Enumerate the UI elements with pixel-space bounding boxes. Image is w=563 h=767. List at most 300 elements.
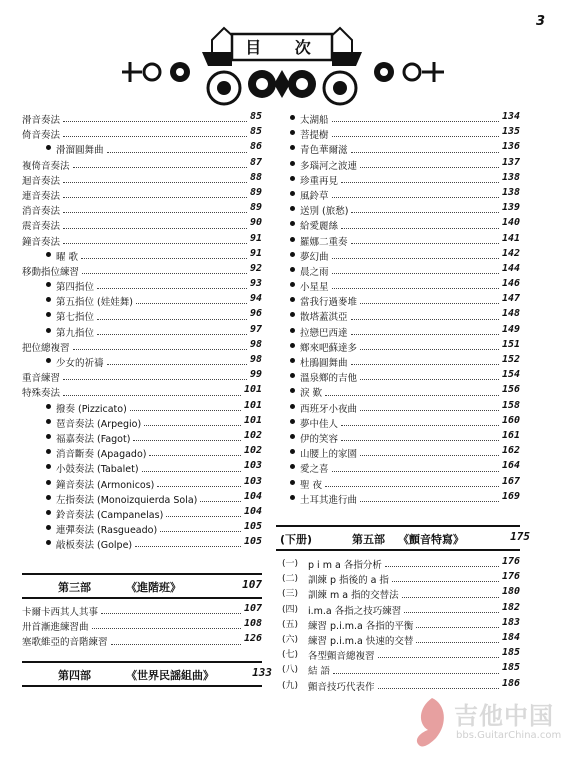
entry-index: (六) <box>282 634 299 645</box>
bullet-icon <box>290 252 295 257</box>
entry-title: 滑溜圓舞曲 <box>56 145 104 157</box>
watermark-title: 吉他中国 <box>454 702 554 730</box>
entry-title: 溫泉鄉的吉他 <box>300 373 358 385</box>
dot-leader <box>351 243 499 244</box>
entry-page: 101 <box>243 414 262 426</box>
entry-page: 98 <box>249 354 262 365</box>
bullet-icon <box>290 130 295 135</box>
entry-title: 第九指位 <box>56 327 95 339</box>
dot-leader <box>107 152 247 153</box>
bullet-icon <box>290 419 295 424</box>
bullet-icon <box>290 176 295 181</box>
entry-page: 88 <box>249 171 262 183</box>
toc-entry <box>22 459 262 474</box>
entry-title: 太湖船 <box>300 115 329 126</box>
entry-index: (三) <box>282 589 299 600</box>
bullet-icon <box>290 282 295 287</box>
bullet-icon <box>290 161 295 166</box>
entry-title: 訓練 p 指後的 a 指 <box>308 575 389 587</box>
toc-entry <box>282 555 520 570</box>
dot-leader <box>135 546 241 547</box>
entry-index: (九) <box>282 680 299 691</box>
toc-entry <box>282 570 520 585</box>
watermark <box>412 690 562 765</box>
dot-leader <box>332 136 499 137</box>
entry-page: 136 <box>501 141 520 153</box>
toc-entry <box>22 632 262 647</box>
entry-page: 186 <box>501 677 520 689</box>
dot-leader <box>351 334 499 335</box>
entry-page: 96 <box>249 308 262 320</box>
bullet-icon <box>46 282 51 287</box>
toc-entry <box>22 216 262 231</box>
toc-entry <box>22 535 262 550</box>
section-4-header <box>22 661 272 687</box>
toc-entry <box>22 399 262 414</box>
bullet-icon <box>46 434 51 439</box>
entry-index: (五) <box>282 619 299 630</box>
entry-page: 103 <box>243 475 262 487</box>
dot-leader <box>160 531 241 532</box>
toc-entry <box>290 201 520 216</box>
bullet-icon <box>46 449 51 454</box>
dot-leader <box>142 471 241 472</box>
entry-title: 夢幻曲 <box>300 251 329 263</box>
bullet-icon <box>290 358 295 363</box>
entry-page: 184 <box>501 631 520 643</box>
bullet-icon <box>290 328 295 333</box>
dot-leader <box>332 121 499 122</box>
section-5-label-a: (下册) <box>280 533 313 546</box>
toc-entry <box>282 616 520 631</box>
entry-page: 144 <box>501 262 520 274</box>
bullet-icon <box>290 206 295 211</box>
dot-leader <box>149 455 241 456</box>
entry-page: 101 <box>243 384 262 396</box>
dot-leader <box>333 673 499 674</box>
entry-page: 152 <box>501 354 520 365</box>
dot-leader <box>332 273 499 274</box>
entry-title: 淚 歎 <box>300 388 323 400</box>
entry-title: 風鈴草 <box>300 190 329 202</box>
dot-leader <box>136 303 247 304</box>
entry-page: 140 <box>501 217 520 229</box>
entry-title: 練習 p.i.m.a 各指的平衡 <box>308 620 414 632</box>
bullet-icon <box>290 464 295 469</box>
entry-page: 90 <box>249 217 262 229</box>
bullet-icon <box>290 373 295 378</box>
dot-leader <box>82 273 247 274</box>
dot-leader <box>63 228 247 229</box>
entry-title: 移動指位練習 <box>22 266 80 278</box>
toc-entry <box>290 125 520 140</box>
entry-page: 102 <box>243 445 262 457</box>
toc-entry <box>290 414 520 429</box>
section-3-list <box>22 602 262 648</box>
bullet-icon <box>290 221 295 226</box>
toc-entry <box>290 140 520 155</box>
section-4-page: 133 <box>252 666 272 679</box>
toc-entry <box>22 617 262 632</box>
entry-title: i.m.a 各指之技巧練習 <box>308 605 402 617</box>
toc-entry <box>290 216 520 231</box>
entry-title: 琶音奏法 (Arpegio) <box>56 418 142 430</box>
entry-page: 105 <box>243 536 262 548</box>
bullet-icon <box>46 495 51 500</box>
entry-title: 練習 p.i.m.a 快速的交替 <box>308 635 414 647</box>
entry-page: 185 <box>501 647 520 659</box>
entry-title: 倚音奏法 <box>22 130 61 142</box>
entry-title: 愛之喜 <box>300 464 329 476</box>
dot-leader <box>63 136 247 137</box>
dot-leader <box>351 152 499 153</box>
entry-page: 99 <box>249 369 262 381</box>
entry-title: 迴音奏法 <box>22 175 61 187</box>
dot-leader <box>360 379 499 380</box>
entry-title: 特殊奏法 <box>22 388 61 400</box>
dot-leader <box>92 628 241 629</box>
bullet-icon <box>46 297 51 302</box>
entry-title: 山腰上的家園 <box>300 449 358 461</box>
toc-entry <box>22 475 262 490</box>
entry-title: 左指奏法 (Monoizquierda Sola) <box>56 494 198 506</box>
toc-entry <box>290 368 520 383</box>
entry-page: 92 <box>249 262 262 274</box>
entry-title: 少女的祈禱 <box>56 358 104 369</box>
section-3-label: 第三部 <box>58 581 91 594</box>
entry-page: 148 <box>501 308 520 320</box>
entry-page: 154 <box>501 369 520 381</box>
toc-entry <box>290 156 520 171</box>
dot-leader <box>63 395 241 396</box>
toc-entry <box>290 307 520 322</box>
bullet-icon <box>290 343 295 348</box>
toc-entry <box>22 323 262 338</box>
entry-title: 伊的笑容 <box>300 433 339 445</box>
dot-leader <box>144 425 241 426</box>
entry-title: 塞歌維亞的音階練習 <box>22 637 108 649</box>
entry-page: 93 <box>249 278 262 290</box>
entry-page: 156 <box>501 384 520 396</box>
entry-title: 土耳其進行曲 <box>300 494 358 506</box>
entry-title: 卅首漸進練習曲 <box>22 622 89 634</box>
bullet-icon <box>290 404 295 409</box>
entry-page: 164 <box>501 460 520 472</box>
bullet-icon <box>46 328 51 333</box>
toc-entry <box>22 353 262 368</box>
toc-entry <box>290 444 520 459</box>
toc-entry <box>290 247 520 262</box>
dot-leader <box>97 319 247 320</box>
dot-leader <box>130 410 241 411</box>
dot-leader <box>360 501 499 502</box>
watermark-url: bbs.GuitarChina.com <box>456 730 562 741</box>
entry-title: 曜 歌 <box>56 251 79 263</box>
toc-entry <box>290 383 520 398</box>
entry-page: 91 <box>249 247 262 259</box>
entry-page: 135 <box>501 126 520 138</box>
entry-title: 菩提樹 <box>300 130 329 142</box>
toc-entry <box>22 232 262 247</box>
dot-leader <box>360 410 499 411</box>
entry-title: 青色華爾滋 <box>300 145 348 157</box>
dot-leader <box>325 486 499 487</box>
toc-entry <box>282 661 520 676</box>
bullet-icon <box>46 145 51 150</box>
entry-page: 167 <box>501 475 520 487</box>
entry-title: 聖 夜 <box>300 479 323 491</box>
entry-title: 連彈奏法 (Rasgueado) <box>56 525 158 537</box>
bullet-icon <box>290 449 295 454</box>
entry-title: 第四指位 <box>56 282 95 294</box>
entry-page: 87 <box>249 156 262 168</box>
entry-page: 104 <box>243 490 262 502</box>
entry-page: 104 <box>243 505 262 517</box>
toc-entry <box>290 171 520 186</box>
entry-page: 146 <box>501 278 520 290</box>
entry-title: 給愛麗絲 <box>300 221 339 233</box>
entry-index: (八) <box>282 665 299 676</box>
entry-page: 183 <box>501 616 520 628</box>
toc-entry <box>22 338 262 353</box>
entry-page: 101 <box>243 399 262 411</box>
section-4-label: 第四部 <box>58 669 91 682</box>
dot-leader <box>378 688 499 689</box>
entry-index: (二) <box>282 574 299 585</box>
entry-page: 138 <box>501 186 520 198</box>
toc-entry <box>22 292 262 307</box>
dot-leader <box>341 182 499 183</box>
bullet-icon <box>46 312 51 317</box>
entry-title: 滑音奏法 <box>22 115 61 126</box>
toc-entry <box>22 414 262 429</box>
entry-page: 137 <box>501 156 520 168</box>
dot-leader <box>63 243 247 244</box>
entry-page: 98 <box>249 338 262 350</box>
bullet-icon <box>290 297 295 302</box>
left-column <box>22 110 262 550</box>
toc-entry <box>290 232 520 247</box>
dot-leader <box>332 288 499 289</box>
dot-leader <box>402 597 499 598</box>
entry-title: 小星星 <box>300 282 329 294</box>
dot-leader <box>325 395 499 396</box>
entry-title: 鐘音奏法 (Armonicos) <box>56 479 155 491</box>
dot-leader <box>63 197 247 198</box>
toc-entry <box>22 262 262 277</box>
toc-entry <box>22 429 262 444</box>
bullet-icon <box>290 388 295 393</box>
entry-page: 91 <box>249 232 262 244</box>
bullet-icon <box>290 434 295 439</box>
entry-page: 126 <box>243 633 262 645</box>
toc-entry <box>22 490 262 505</box>
bullet-icon <box>290 267 295 272</box>
dot-leader <box>63 212 247 213</box>
toc-entry <box>22 602 262 617</box>
entry-title: 各型顫音總複習 <box>308 651 375 663</box>
bullet-icon <box>290 191 295 196</box>
bullet-icon <box>46 404 51 409</box>
entry-title: 複倚音奏法 <box>22 160 70 172</box>
dot-leader <box>404 612 499 613</box>
entry-title: 晨之雨 <box>300 266 329 278</box>
dot-leader <box>73 349 247 350</box>
toc-entry <box>290 338 520 353</box>
dot-leader <box>360 303 499 304</box>
dot-leader <box>378 657 499 658</box>
dot-leader <box>81 258 247 259</box>
entry-title: 散塔蓋淇亞 <box>300 312 348 324</box>
toc-entry <box>290 323 520 338</box>
entry-page: 138 <box>501 171 520 183</box>
section-3-title: 《進階班》 <box>126 581 181 594</box>
dot-leader <box>63 121 247 122</box>
entry-title: 連音奏法 <box>22 190 61 202</box>
bullet-icon <box>46 464 51 469</box>
entry-page: 169 <box>501 490 520 502</box>
dot-leader <box>392 581 499 582</box>
entry-page: 103 <box>243 460 262 472</box>
entry-title: 顫音技巧代表作 <box>308 681 375 693</box>
entry-page: 176 <box>501 571 520 583</box>
entry-page: 97 <box>249 323 262 335</box>
entry-title: 送別 (旅愁) <box>300 206 349 218</box>
entry-page: 142 <box>501 247 520 259</box>
bullet-icon <box>46 480 51 485</box>
toc-entry <box>290 110 520 125</box>
entry-page: 180 <box>501 586 520 598</box>
entry-page: 107 <box>243 603 262 614</box>
entry-title: p i m a 各指分析 <box>308 560 382 571</box>
entry-page: 108 <box>243 618 262 630</box>
toc-entry <box>290 429 520 444</box>
dot-leader <box>341 440 499 441</box>
bullet-icon <box>46 358 51 363</box>
toc-entry <box>22 201 262 216</box>
dot-leader <box>351 319 499 320</box>
entry-title: 結 語 <box>308 666 331 678</box>
dot-leader <box>97 288 247 289</box>
entry-page: 94 <box>249 293 262 305</box>
toc-entry <box>282 631 520 646</box>
entry-page: 158 <box>501 399 520 411</box>
entry-title: 卡爾卡西其人其事 <box>22 607 99 618</box>
dot-leader <box>341 228 499 229</box>
dot-leader <box>157 486 241 487</box>
toc-entry <box>290 353 520 368</box>
entry-title: 把位總複習 <box>22 342 70 354</box>
toc-entry <box>22 505 262 520</box>
toc-entry <box>22 520 262 535</box>
entry-page: 151 <box>501 338 520 350</box>
entry-page: 105 <box>243 521 262 533</box>
dot-leader <box>107 364 247 365</box>
entry-page: 89 <box>249 202 262 214</box>
toc-entry <box>22 125 262 140</box>
dot-leader <box>416 642 499 643</box>
toc-entry <box>290 459 520 474</box>
toc-title: 目 次 <box>245 38 325 57</box>
entry-title: 震音奏法 <box>22 221 61 233</box>
toc-entry <box>22 156 262 171</box>
toc-entry <box>22 140 262 155</box>
toc-entry <box>282 646 520 661</box>
dot-leader <box>385 566 499 567</box>
toc-entry <box>22 383 262 398</box>
toc-entry <box>290 292 520 307</box>
entry-title: 訓練 m a 指的交替法 <box>308 590 399 602</box>
entry-title: 鄉來吧蘇達多 <box>300 342 358 354</box>
toc-entry <box>22 110 262 125</box>
toc-entry <box>282 585 520 600</box>
dot-leader <box>133 440 241 441</box>
entry-title: 夢中佳人 <box>300 418 339 430</box>
dot-leader <box>63 379 247 380</box>
dot-leader <box>332 197 499 198</box>
entry-title: 敲板奏法 (Golpe) <box>56 540 133 552</box>
entry-title: 撥奏 (Pizzicato) <box>56 403 127 415</box>
entry-title: 西班牙小夜曲 <box>300 403 358 415</box>
entry-title: 羅娜二重奏 <box>300 236 348 248</box>
entry-title: 鐘音奏法 <box>22 236 61 248</box>
dot-leader <box>351 364 499 365</box>
bullet-icon <box>290 312 295 317</box>
toc-entry <box>282 601 520 616</box>
dot-leader <box>332 258 499 259</box>
entry-title: 消音奏法 <box>22 206 61 218</box>
entry-page: 149 <box>501 323 520 335</box>
toc-entry <box>22 307 262 322</box>
toc-entry <box>22 186 262 201</box>
entry-page: 162 <box>501 445 520 457</box>
entry-title: 當我行過麥堆 <box>300 297 358 309</box>
bullet-icon <box>46 540 51 545</box>
entry-page: 89 <box>249 186 262 198</box>
entry-page: 134 <box>501 111 520 122</box>
dot-leader <box>341 425 499 426</box>
dot-leader <box>101 613 241 614</box>
dot-leader <box>360 167 499 168</box>
entry-title: 福嘉奏法 (Fagot) <box>56 433 131 445</box>
entry-title: 重音練習 <box>22 373 61 385</box>
bullet-icon <box>290 115 295 120</box>
bullet-icon <box>46 252 51 257</box>
toc-entry <box>290 277 520 292</box>
dot-leader <box>200 501 241 502</box>
section-5-title: 《顫音特寫》 <box>398 533 464 546</box>
dot-leader <box>111 644 241 645</box>
dot-leader <box>63 182 247 183</box>
entry-title: 第五指位 (娃娃舞) <box>56 297 133 309</box>
toc-entry <box>22 171 262 186</box>
entry-title: 第七指位 <box>56 312 95 324</box>
entry-page: 85 <box>249 126 262 138</box>
entry-page: 185 <box>501 662 520 674</box>
dot-leader <box>166 516 241 517</box>
section-3-header <box>22 573 262 599</box>
dot-leader <box>360 455 499 456</box>
bullet-icon <box>46 419 51 424</box>
bullet-icon <box>46 525 51 530</box>
bullet-icon <box>290 145 295 150</box>
dot-leader <box>416 627 499 628</box>
section-5-label-b: 第五部 <box>352 533 385 546</box>
entry-page: 102 <box>243 429 262 441</box>
entry-page: 182 <box>501 601 520 613</box>
entry-title: 珍重再見 <box>300 175 339 187</box>
toc-entry <box>290 262 520 277</box>
